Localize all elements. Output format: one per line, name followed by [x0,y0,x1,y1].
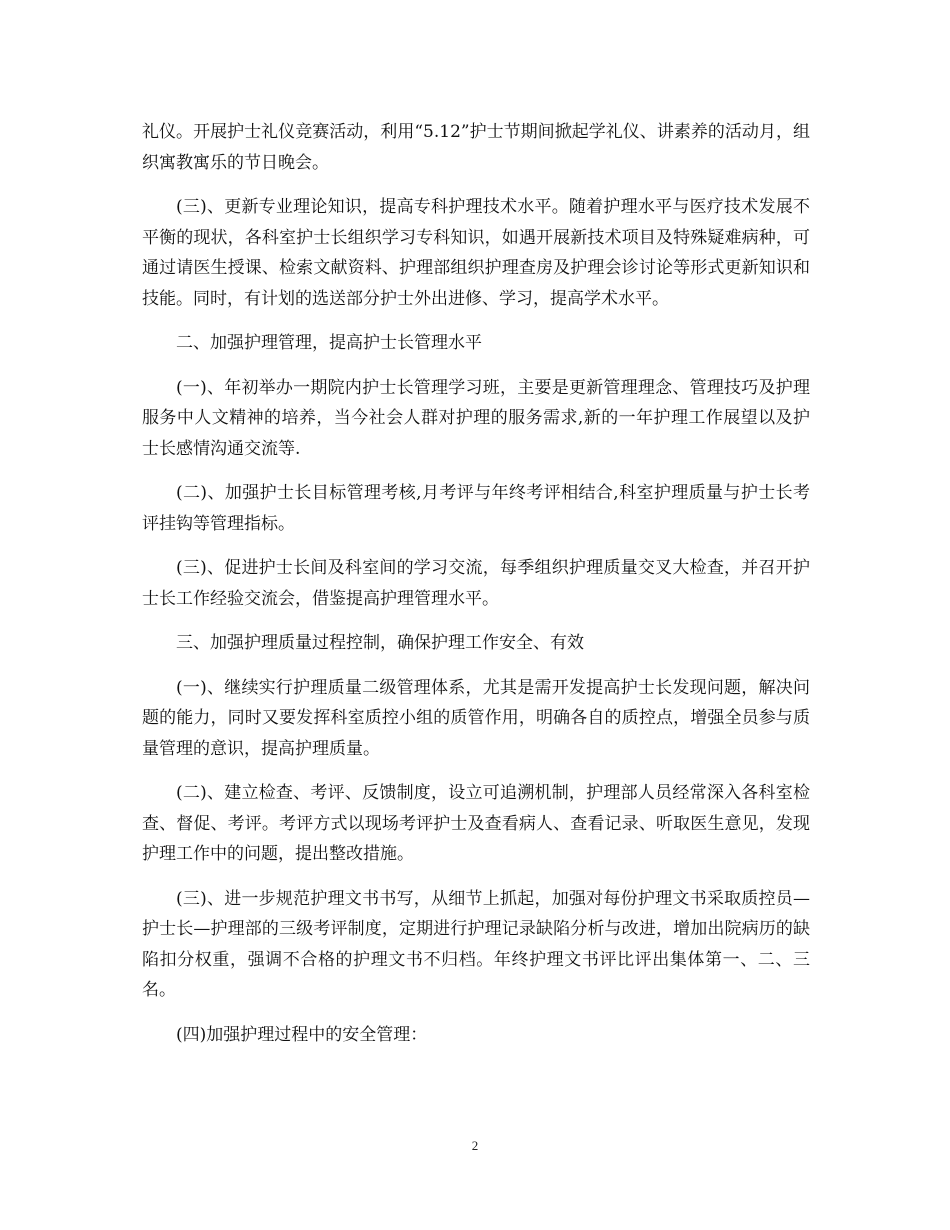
paragraph: (三)、更新专业理论知识，提高专科护理技术水平。随着护理水平与医疗技术发展不平衡的现状，各科室护士长组织学习专科知识，如遇开展新技术项目及特殊疑难病种，可通过请医生授课、检索文献资料、护理部组织护理查房及护理会诊讨论等形式更新知识和技能。同时，有计划的选送部分护士外出进修、学习，提高学术水平。 [142,197,810,309]
paragraph: (四)加强护理过程中的安全管理： [176,1024,428,1045]
page-number: 2 [471,1138,479,1153]
paragraph: 礼仪。开展护士礼仪竞赛活动，利用“5.12”护士节期间掀起学礼仪、讲素养的活动月，组织寓教寓乐的节日晚会。 [142,122,810,173]
paragraph: (二)、建立检查、考评、反馈制度，设立可追溯机制，护理部人员经常深入各科室检查、督促、考评。考评方式以现场考评护士及查看病人、查看记录、听取医生意见，发现护理工作中的问题，提出整改措施。 [142,783,810,864]
paragraph: (一)、年初举办一期院内护士长管理学习班，主要是更新管理理念、管理技巧及护理服务中人文精神的培养，当今社会人群对护理的服务需求,新的一年护理工作展望以及护士长感情沟通交流等. [142,377,810,459]
paragraph: (二)、加强护士长目标管理考核,月考评与年终考评相结合,科室护理质量与护士长考评挂钩等管理指标。 [142,483,810,534]
section-heading: 三、加强护理质量过程控制，确保护理工作安全、有效 [176,633,584,653]
section-heading: 二、加强护理管理，提高护士长管理水平 [176,333,482,353]
paragraph: (一)、继续实行护理质量二级管理体系，尤其是需开发提高护士长发现问题，解决问题的能力，同时又要发挥科室质控小组的质管作用，明确各自的质控点，增强全员参与质量管理的意识，提高护理质量。 [142,677,810,759]
paragraph: (三)、进一步规范护理文书书写，从细节上抓起，加强对每份护理文书采取质控员—护士长—护理部的三级考评制度，定期进行护理记录缺陷分析与改进，增加出院病历的缺陷扣分权重，强调不合格的护理文书不归档。年终护理文书评比评出集体第一、二、三名。 [142,888,810,1000]
paragraph: (三)、促进护士长间及科室间的学习交流，每季组织护理质量交叉大检查，并召开护士长工作经验交流会，借鉴提高护理管理水平。 [142,558,810,609]
document-body [142,117,810,1064]
